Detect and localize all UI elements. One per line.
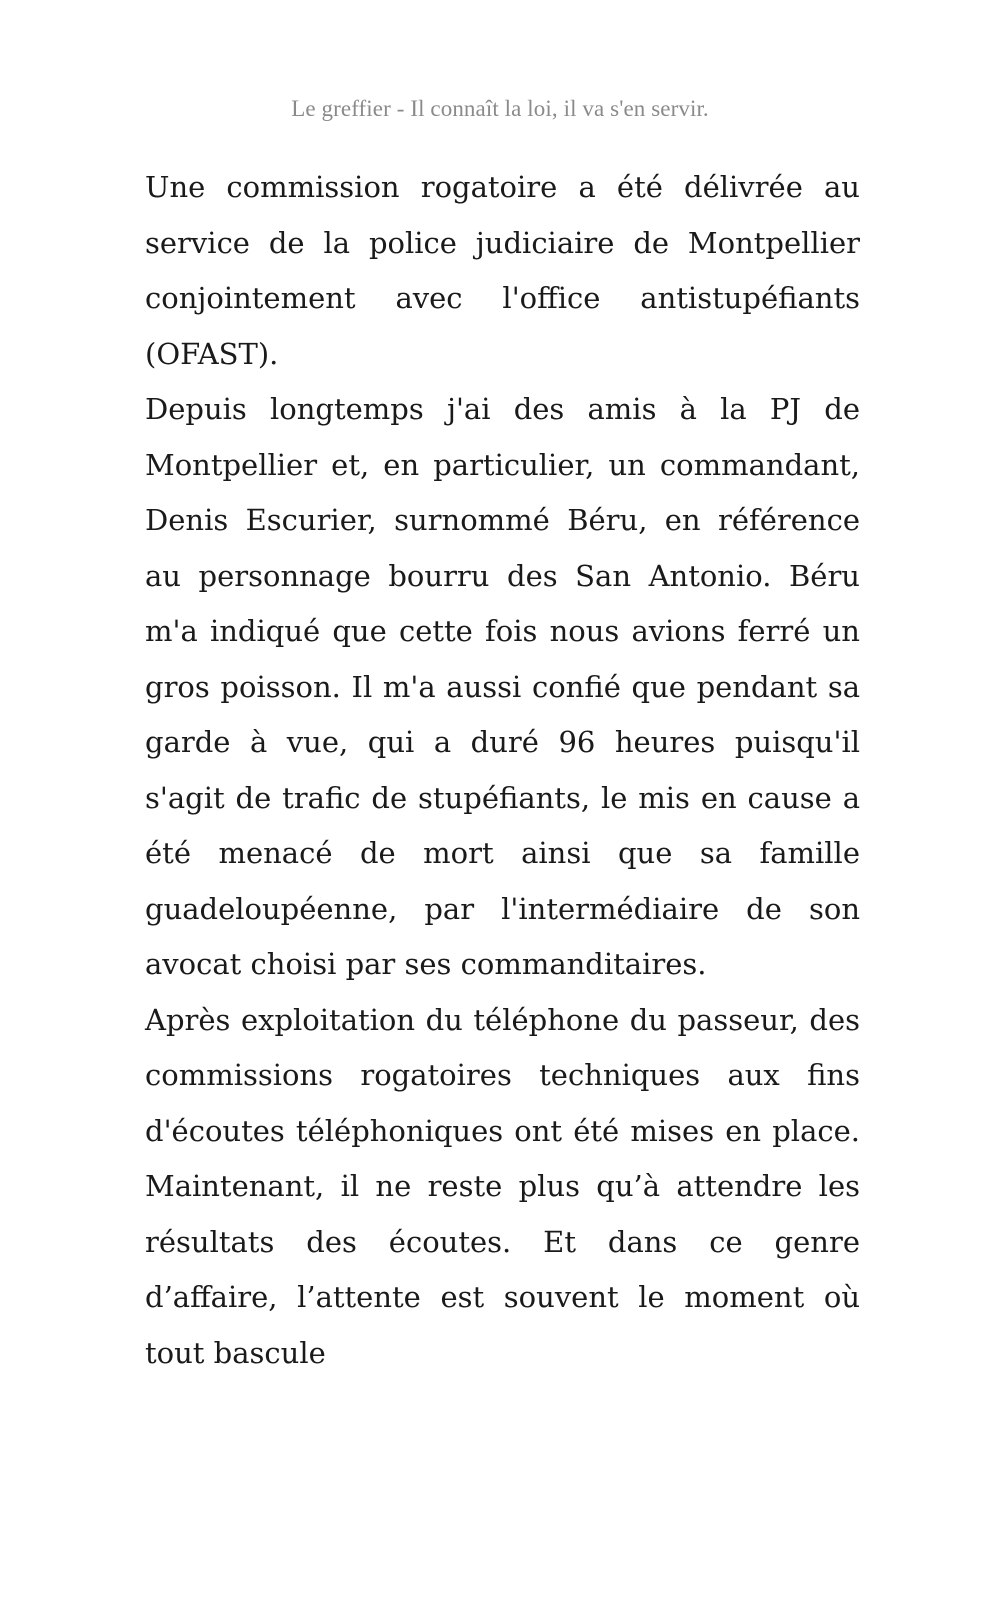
paragraph: Une commission rogatoire a été délivrée au service de la police judiciaire de Montpellier conjointement avec l'office antistupéfiants (OFAST). xyxy=(145,170,860,371)
paragraph: Depuis longtemps j'ai des amis à la PJ de Montpellier et, en particulier, un commandant, Denis Escurier, surnommé Béru, en référence au personnage bourru des San Antonio. Béru m'a indiqué que cette fois nous avions ferré un gros poisson. Il m'a aussi confié que pendant sa garde à vue, qui a duré 96 heures puisqu'il s'agit de trafic de stupéfiants, le mis en cause a été menacé de mort ainsi que sa famille guadeloupéenne, par l'intermédiaire de son avocat choisi par ses commanditaires. xyxy=(145,392,860,981)
paragraph: Après exploitation du téléphone du passeur, des commissions rogatoires techniques aux fins d'écoutes téléphoniques ont été mises en place. Maintenant, il ne reste plus qu’à attendre les résultats des écoutes. Et dans ce genre d’affaire, l’attente est souvent le moment où tout bascule xyxy=(145,1002,860,1370)
page-body xyxy=(145,160,860,1381)
running-header: Le greffier - Il connaît la loi, il va s'en servir. xyxy=(291,96,709,121)
